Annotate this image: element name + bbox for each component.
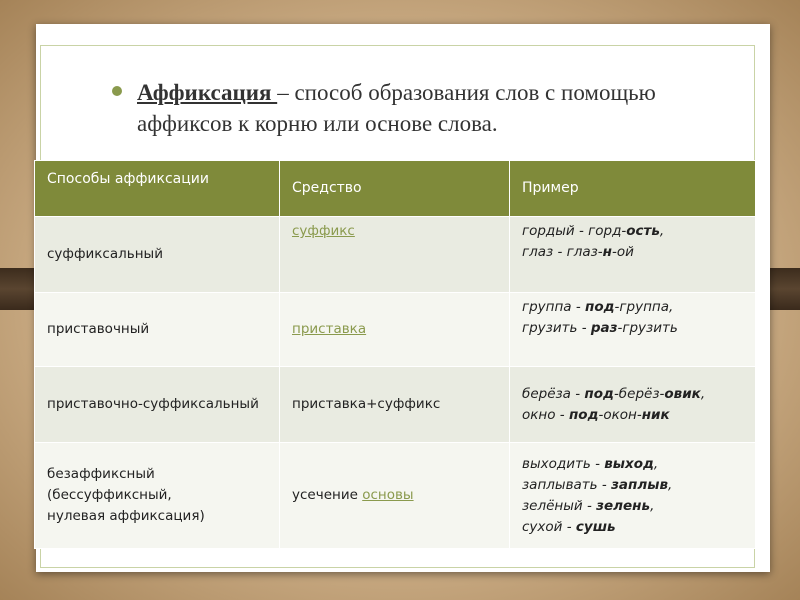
cell-means: приставка+суффикс xyxy=(280,367,510,443)
example-line: группа - под-группа, xyxy=(522,299,674,315)
cell-example xyxy=(510,443,756,549)
cell-means: усечение основы xyxy=(280,443,510,549)
intro-text: – способ образования слов с помощью аффиксов к корню или основе слова. xyxy=(137,80,656,136)
table-row xyxy=(35,367,756,443)
affixation-table xyxy=(34,160,756,549)
cell-method: приставочный xyxy=(35,293,280,367)
means-link[interactable]: суффикс xyxy=(292,223,355,239)
example-line: заплывать - заплыв, xyxy=(522,476,673,493)
cell-means xyxy=(280,293,510,367)
example-line: зелёный - зелень, xyxy=(522,497,655,514)
example-line: берёза - под-берёз-овик, xyxy=(522,385,706,402)
method-line: нулевая аффиксация) xyxy=(47,508,205,524)
means-link[interactable]: приставка xyxy=(292,321,367,337)
example-line: выходить - выход, xyxy=(522,455,659,472)
cell-method: приставочно-суффиксальный xyxy=(35,367,280,443)
header-means: Средство xyxy=(280,161,510,217)
cell-method: суффиксальный xyxy=(35,217,280,293)
table-row xyxy=(35,217,756,293)
table-header-row xyxy=(35,161,756,217)
cell-method xyxy=(35,443,280,549)
cell-means xyxy=(280,217,510,293)
cell-example xyxy=(510,217,756,293)
method-line: (бессуффиксный, xyxy=(47,487,172,503)
example-line: глаз - глаз-н-ой xyxy=(522,244,634,260)
header-methods: Способы аффиксации xyxy=(35,161,280,217)
header-example: Пример xyxy=(510,161,756,217)
intro-term: Аффиксация xyxy=(137,80,278,105)
example-line: окно - под-окон-ник xyxy=(522,406,670,423)
means-link[interactable]: основы xyxy=(362,487,414,503)
intro-paragraph xyxy=(137,77,737,139)
cell-example xyxy=(510,293,756,367)
method-line: безаффиксный xyxy=(47,466,155,482)
example-line: сухой - сушь xyxy=(522,518,616,535)
example-line: грузить - раз-грузить xyxy=(522,320,678,336)
example-line: гордый - горд-ость, xyxy=(522,223,665,239)
cell-example xyxy=(510,367,756,443)
bullet-dot-icon xyxy=(112,86,122,96)
table-row xyxy=(35,443,756,549)
table-row xyxy=(35,293,756,367)
